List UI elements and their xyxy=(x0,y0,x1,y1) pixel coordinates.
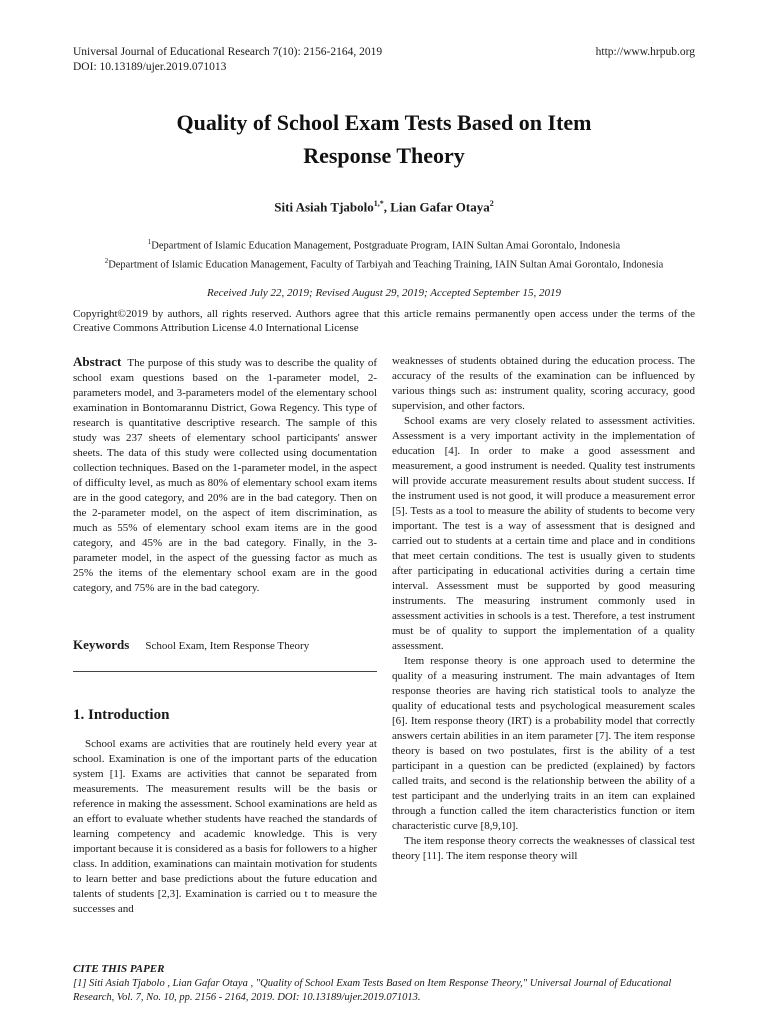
affiliation-1-text: Department of Islamic Education Management, Postgraduate Program, IAIN Sultan Amai Gorontalo, Indonesia xyxy=(151,240,621,252)
author-1-name: Siti Asiah Tjabolo xyxy=(274,199,374,215)
affiliation-2-text: Department of Islamic Education Management, Faculty of Tarbiyah and Teaching Training, IAIN Sultan Amai Gorontalo, Indonesia xyxy=(108,259,664,270)
cite-title: CITE THIS PAPER xyxy=(73,963,165,975)
right-column xyxy=(392,354,695,864)
running-header xyxy=(73,45,382,75)
received-dates: Received July 22, 2019; Revised August 29, 2019; Accepted September 15, 2019 xyxy=(207,287,561,299)
abstract-label: Abstract xyxy=(73,354,122,369)
right-paragraph-3: Item response theory is one approach used to determine the quality of a measuring instrument. The main advantages of Item response theories are having rich statistical tools to analyze the quality of educational tests and psychological measurement scales [6]. Item response theory (IRT) is a probability model that correctly answers certain abilities in an item parameter [7]. The item response theory is based on two postulates, first is the ability of a test participant in a question can be predicted (explained) by factors called traits, and second is the relationship between the ability of a test participant and the underlying traits in an item can explained through a function called the item characteristics function or item characteristic curve [8,9,10]. xyxy=(392,655,695,832)
abstract-text: The purpose of this study was to describe the quality of school exam questions based on the 1-parameter model, 2-parameters model, and 3-parameters model of the elementary school examination in Bontomarannu District, Gowa Regency. This type of research is quantitative descriptive research. The sample of this study was 237 sheets of elementary school participants' answer sheets. The data of this study were collected using documentation collection techniques. Based on the 1-parameter model, in the aspect of difficulty level, as much as 80% of elementary school exam items are in the good category, and 20% are in the bad category. Then on the 2-parameter model, on the aspect of item discrimination, as much as 55% of elementary school exam items are in the good category, and 45% are in the bad category. Finally, in the 3-parameter model, in the aspect of the guessing factor as much as 25% the items of the elementary school exam are in the good category, and 75% are in the bad category. xyxy=(73,357,377,594)
author-1-affil: 1,* xyxy=(373,199,384,208)
introduction-body xyxy=(73,737,377,917)
keywords-text: School Exam, Item Response Theory xyxy=(145,640,310,652)
keywords-label: Keywords xyxy=(73,637,130,652)
journal-line: Universal Journal of Educational Research 7(10): 2156-2164, 2019 xyxy=(73,46,383,58)
journal-url[interactable]: http://www.hrpub.org xyxy=(595,46,695,58)
affiliations xyxy=(73,235,695,272)
doi-line: DOI: 10.13189/ujer.2019.071013 xyxy=(73,61,227,73)
right-paragraph-2: School exams are very closely related to assessment activities. Assessment is a very important activity in the implementation of education [4]. In order to make a good assessment and measurement, a good instrument is needed. Quality test instruments will provide accurate measurement results about student success. If the instrument used is not good, it will produce a measurement error [5]. Tests as a tool to measure the ability of students to become very important. The test is a way of assessment that is designed and carried out to students at a certain time and place and in conditions that meet certain conditions. The test is usually given to students after participating in educational activities during a certain time interval. Assessment must be supported by good measuring instruments. The measuring instrument commonly used in assessment activities in schools is a test. Therefore, a test instrument must be of quality to support the implementation of a quality assessment. xyxy=(392,415,695,652)
right-paragraph-4: The item response theory corrects the weaknesses of classical test theory [11]. The item response theory will xyxy=(392,835,695,862)
abstract xyxy=(73,354,377,596)
affiliation-2-sup: 2 xyxy=(104,256,109,265)
right-paragraph-1: weaknesses of students obtained during the education process. The accuracy of the results of the examination can be influenced by various things such as: instrument quality, scoring accuracy, good supervision, and other factors. xyxy=(392,355,695,412)
introduction-paragraph: School exams are activities that are routinely held every year at school. Examination is one of the important parts of the education system [1]. Exams are activities that cannot be separated from measurements. The measurement results will be the basis or reference in making the assessment. School examinations are held as an effort to evaluate whether students have reached the standards of learning competency and academic knowledge. This is very important because it is considered as a basis for followers to a higher class. In addition, examinations can maintain motivation for students to learn better and base predictions about the future education and talents of students [2,3]. Examination is carried ou t to measure the successes and xyxy=(73,738,377,915)
section-divider xyxy=(73,671,377,672)
affiliation-1 xyxy=(73,235,695,254)
keywords xyxy=(73,637,309,653)
copyright-notice: Copyright©2019 by authors, all rights reserved. Authors agree that this article remains permanently open access under the terms of the Creative Commons Attribution License 4.0 International License xyxy=(73,308,695,334)
paper-title xyxy=(73,106,695,172)
cite-text: [1] Siti Asiah Tjabolo , Lian Gafar Otaya , "Quality of School Exam Tests Based on Item Response Theory," Universal Journal of Educational Research, Vol. 7, No. 10, pp. 2156 - 2164, 2019. DOI: 10.13189/ujer.2019.071013. xyxy=(73,978,672,1003)
title-line-2: Response Theory xyxy=(303,143,465,168)
introduction-heading: 1. Introduction xyxy=(73,707,170,723)
affiliation-2 xyxy=(73,254,695,273)
title-line-1: Quality of School Exam Tests Based on Item xyxy=(176,110,592,135)
affiliation-1-sup: 1 xyxy=(147,238,152,246)
author-2-name: Lian Gafar Otaya xyxy=(390,199,490,215)
author-list xyxy=(73,199,695,215)
author-2-affil: 2 xyxy=(489,199,494,208)
author-separator: , xyxy=(383,199,391,215)
